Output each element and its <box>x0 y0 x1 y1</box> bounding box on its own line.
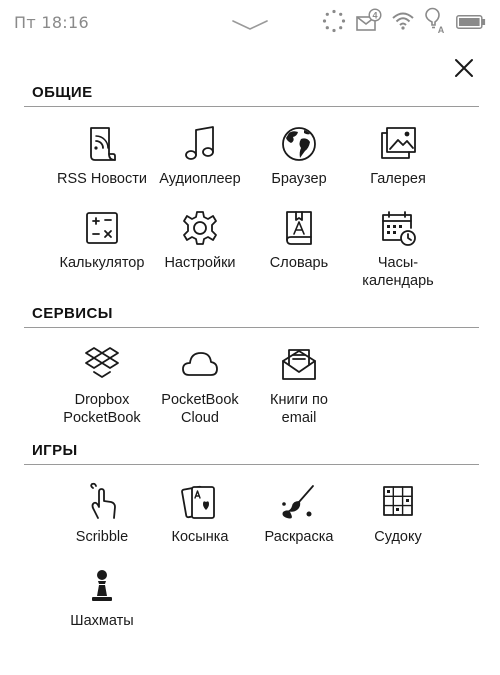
status-bar <box>0 0 500 46</box>
gallery-icon <box>378 124 418 164</box>
calendar-clock-icon <box>378 208 418 248</box>
app-scribble[interactable] <box>47 482 157 546</box>
app-label: Dropbox PocketBook <box>63 392 141 426</box>
pull-down-handle-icon[interactable] <box>232 16 268 28</box>
close-button[interactable] <box>452 56 476 80</box>
app-label: Аудиоплеер <box>159 171 241 187</box>
app-label: Судоку <box>374 529 422 545</box>
calculator-icon <box>82 208 122 248</box>
section-divider <box>24 464 479 465</box>
app-label: Словарь <box>269 255 329 271</box>
cloud-icon <box>180 345 220 385</box>
app-pocketbook-cloud[interactable] <box>145 345 255 427</box>
scribble-hand-icon <box>82 482 122 522</box>
app-label: Косынка <box>171 529 229 545</box>
wifi-icon <box>392 11 414 35</box>
frontlight-mode-label: A <box>437 25 445 35</box>
app-label: Scribble <box>75 529 129 545</box>
app-label: Калькулятор <box>59 255 145 271</box>
app-rss-news[interactable] <box>47 124 157 188</box>
app-sudoku[interactable] <box>343 482 453 546</box>
app-settings[interactable] <box>145 208 255 272</box>
gear-icon <box>180 208 220 248</box>
app-clock-calendar[interactable] <box>343 208 453 290</box>
app-label: RSS Новости <box>57 171 147 187</box>
sudoku-grid-icon <box>378 482 418 522</box>
app-calculator[interactable] <box>47 208 157 272</box>
dropbox-icon <box>82 345 122 385</box>
section-divider <box>24 327 479 328</box>
app-chess[interactable] <box>47 566 157 630</box>
section-divider <box>24 106 479 107</box>
app-label: PocketBook Cloud <box>161 392 239 426</box>
app-label: Часы- календарь <box>362 255 434 289</box>
close-icon <box>452 56 476 80</box>
app-coloring[interactable] <box>244 482 354 546</box>
email-icon <box>279 345 319 385</box>
sync-spinner-icon <box>322 9 346 37</box>
app-label: Браузер <box>271 171 327 187</box>
notification-count: 4 <box>372 10 378 21</box>
cards-icon <box>180 482 220 522</box>
app-solitaire[interactable] <box>145 482 255 546</box>
section-title-services: СЕРВИСЫ <box>32 305 113 322</box>
status-clock: Пт 18:16 <box>14 13 89 32</box>
app-books-by-email[interactable] <box>244 345 354 427</box>
app-label: Галерея <box>370 171 426 187</box>
app-gallery[interactable] <box>343 124 453 188</box>
paint-brush-icon <box>279 482 319 522</box>
frontlight-icon[interactable] <box>424 8 446 38</box>
battery-icon <box>456 14 486 33</box>
app-label: Настройки <box>164 255 236 271</box>
section-title-general: ОБЩИЕ <box>32 84 93 101</box>
music-note-icon <box>180 124 220 164</box>
app-dropbox[interactable] <box>47 345 157 427</box>
app-dictionary[interactable] <box>244 208 354 272</box>
notifications-icon[interactable] <box>356 9 382 37</box>
app-label: Книги по email <box>270 392 328 426</box>
battery-level <box>459 18 480 26</box>
rss-news-icon <box>82 124 122 164</box>
section-title-games: ИГРЫ <box>32 442 78 459</box>
app-label: Шахматы <box>70 613 134 629</box>
chess-pawn-icon <box>82 566 122 606</box>
app-label: Раскраска <box>264 529 334 545</box>
globe-icon <box>279 124 319 164</box>
app-browser[interactable] <box>244 124 354 188</box>
app-audio-player[interactable] <box>145 124 255 188</box>
dictionary-icon <box>279 208 319 248</box>
